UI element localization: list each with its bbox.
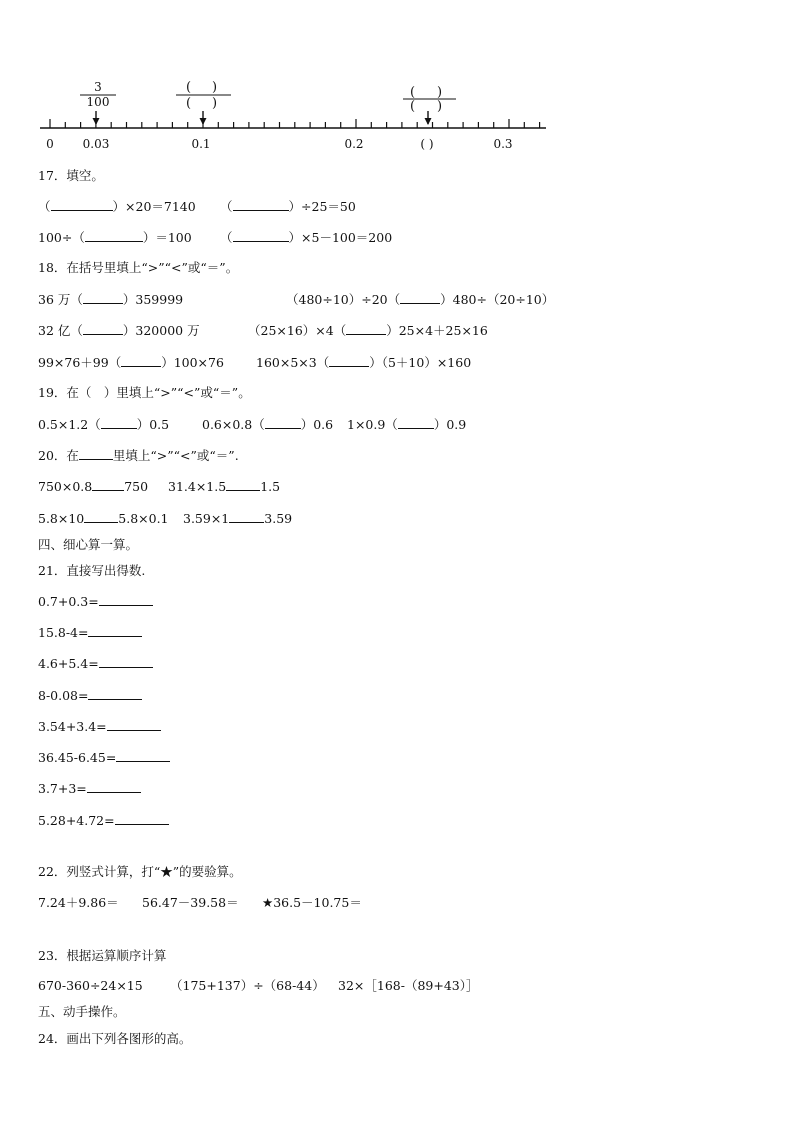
blank-fraction[interactable] (176, 80, 231, 111)
answer-blank[interactable] (99, 594, 153, 606)
q18-item: 36 万（ ）359999 (38, 292, 184, 307)
q21-item: 4.6+5.4= (38, 656, 153, 672)
q20-title: 20．在 里填上“>”“<”或“＝”. (38, 448, 239, 463)
section-heading: 四、细心算一算。 (38, 537, 139, 552)
q19-item: 1×0.9（ ）0.9 (347, 417, 467, 432)
fraction-numerator: 3 (94, 80, 102, 94)
answer-blank[interactable] (84, 511, 118, 523)
number-line-figure (0, 0, 794, 160)
answer-blank[interactable] (265, 417, 301, 429)
q21-item: 3.7+3= (38, 781, 141, 797)
arrow-marker-icon (93, 111, 100, 125)
q18-item: 160×5×3（ ）（5＋10）×160 (256, 355, 472, 370)
tick-label: 0.2 (344, 137, 364, 151)
q22-item: 7.24＋9.86＝ (38, 895, 119, 910)
q21-title: 21．直接写出得数. (38, 563, 146, 578)
svg-text:(: ( (186, 96, 192, 111)
arrow-marker-icon (425, 111, 432, 125)
q22-item: ★36.5－10.75＝ (262, 895, 362, 910)
answer-blank[interactable] (83, 323, 123, 335)
tick-label-blank[interactable]: ( ) (420, 137, 434, 151)
q23-item: （175+137）÷（68-44） (170, 978, 325, 993)
answer-blank[interactable] (88, 625, 142, 637)
answer-blank[interactable] (233, 230, 289, 242)
answer-blank[interactable] (116, 750, 170, 762)
answer-blank[interactable] (85, 230, 143, 242)
q20-item: 31.4×1.5 1.5 (168, 479, 281, 494)
q20-item: 750×0.8 750 (38, 479, 149, 494)
q18-item: 32 亿（ ）320000 万 (38, 323, 200, 338)
q18-item: 99×76＋99（ ）100×76 (38, 355, 224, 370)
answer-blank[interactable] (400, 292, 440, 304)
tick-label: 0.3 (493, 137, 513, 151)
number-line (40, 80, 546, 151)
tick-label: 0 (46, 137, 54, 151)
answer-blank[interactable] (398, 417, 434, 429)
q21-item: 8-0.08= (38, 688, 142, 704)
q19-title: 19．在（ ）里填上“>”“<”或“＝”。 (38, 385, 251, 400)
q21-item: 15.8-4= (38, 625, 142, 641)
title-blank (79, 448, 113, 460)
q17-item: （ ）×20＝7140 (38, 199, 196, 214)
answer-blank[interactable] (121, 355, 161, 367)
answer-blank[interactable] (115, 813, 169, 825)
answer-blank[interactable] (107, 719, 161, 731)
answer-blank[interactable] (346, 323, 386, 335)
answer-blank[interactable] (229, 511, 264, 523)
q19-item: 0.5×1.2（ ）0.5 (38, 417, 170, 432)
svg-text:(: ( (410, 99, 416, 114)
svg-text:): ) (212, 96, 218, 111)
q20-item: 5.8×10 5.8×0.1 (38, 511, 169, 526)
answer-blank[interactable] (51, 199, 113, 211)
q22-item: 56.47－39.58＝ (142, 895, 239, 910)
answer-blank[interactable] (88, 688, 142, 700)
svg-text:(: ( (410, 85, 416, 100)
q23-item: 32×［168-（89+43）］ (338, 978, 479, 993)
answer-blank[interactable] (92, 479, 124, 491)
q23-item: 670-360÷24×15 (38, 978, 143, 993)
q23-title: 23．根据运算顺序计算 (38, 948, 167, 963)
q24-title: 24．画出下列各图形的高。 (38, 1031, 192, 1046)
answer-blank[interactable] (83, 292, 123, 304)
q21-item: 36.45-6.45= (38, 750, 170, 766)
q17-item: 100÷（ ）＝100 (38, 230, 192, 245)
answer-blank[interactable] (233, 199, 289, 211)
q21-item: 3.54+3.4= (38, 719, 161, 735)
answer-blank[interactable] (226, 479, 260, 491)
answer-blank[interactable] (101, 417, 137, 429)
q21-item: 0.7+0.3= (38, 594, 153, 610)
q18-item: （25×16）×4（ ）25×4＋25×16 (248, 323, 488, 338)
answer-blank[interactable] (99, 656, 153, 668)
q21-item: 5.28+4.72= (38, 813, 169, 829)
svg-text:): ) (437, 85, 443, 100)
fraction-denominator: 100 (86, 95, 110, 109)
q17-title: 17．填空。 (38, 168, 104, 183)
tick-label: 0.1 (191, 137, 211, 151)
svg-text:): ) (437, 99, 443, 114)
q18-item: （480÷10）÷20（ ）480÷（20÷10） (286, 292, 555, 307)
q18-title: 18．在括号里填上“>”“<”或“＝”。 (38, 260, 239, 275)
answer-blank[interactable] (87, 781, 141, 793)
q17-item: （ ）×5－100＝200 (220, 230, 393, 245)
q22-title: 22．列竖式计算，打“★”的要验算。 (38, 864, 242, 879)
arrow-marker-icon (200, 111, 207, 125)
blank-fraction[interactable] (403, 85, 456, 114)
section-heading: 五、动手操作。 (38, 1004, 126, 1019)
svg-text:): ) (212, 80, 218, 95)
q20-item: 3.59×1 3.59 (183, 511, 293, 526)
q17-item: （ ）÷25＝50 (220, 199, 356, 214)
answer-blank[interactable] (329, 355, 369, 367)
svg-text:(: ( (186, 80, 192, 95)
q19-item: 0.6×0.8（ ）0.6 (202, 417, 334, 432)
tick-label: 0.03 (82, 137, 110, 151)
